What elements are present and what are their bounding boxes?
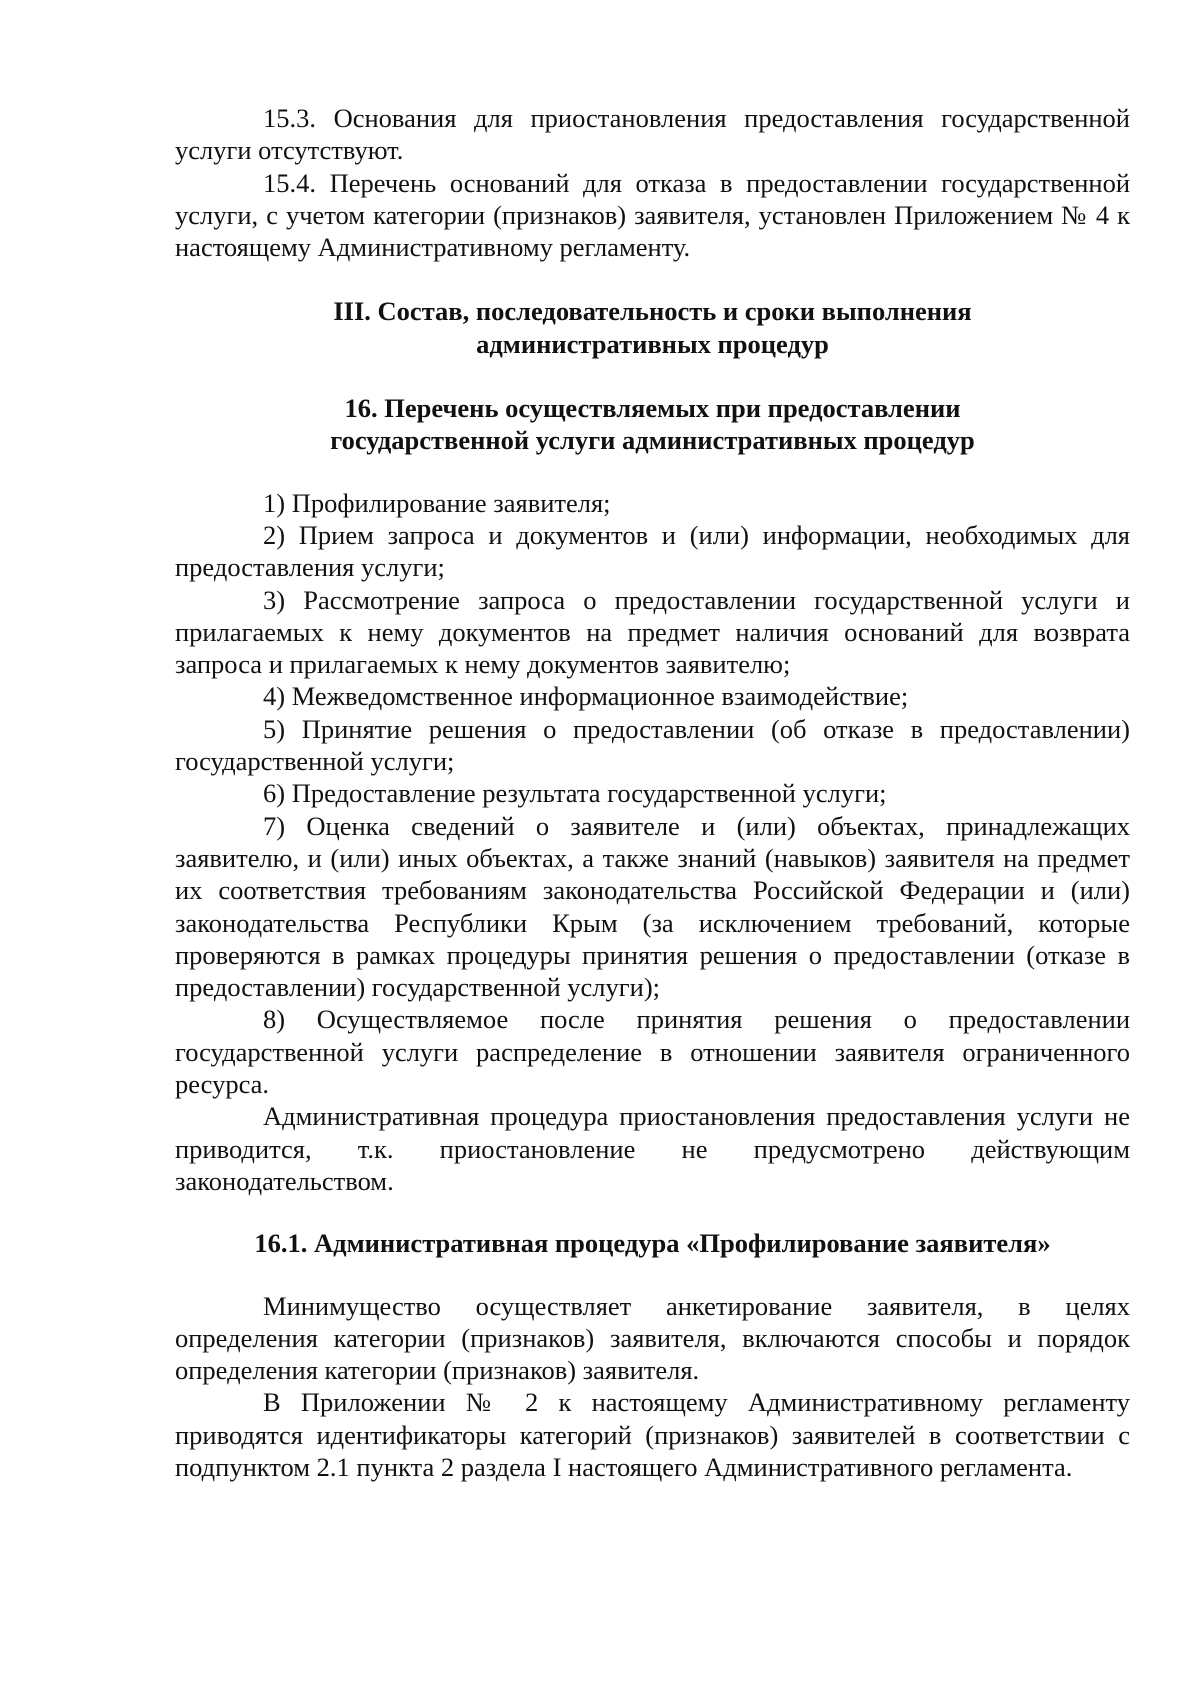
subsection-16-heading-line2: государственной услуги административных процедур xyxy=(330,425,975,456)
subsection-16-1-heading: 16.1. Административная процедура «Профилирование заявителя» xyxy=(254,1228,1051,1259)
procedure-item-3: 3) Рассмотрение запроса о предоставлении государственной услуги и прилагаемых к нему документов на предмет наличия оснований для возврата запроса и прилагаемых к нему документов заявителю; xyxy=(175,584,1130,680)
section-heading xyxy=(175,295,1130,360)
procedure-item-2: 2) Прием запроса и документов и (или) информации, необходимых для предоставления услуги; xyxy=(175,519,1130,583)
spacer xyxy=(175,457,1130,487)
section-heading-line1: III. Состав, последовательность и сроки выполнения xyxy=(333,296,972,327)
section-heading-line2: административных процедур xyxy=(476,328,829,359)
paragraph-appendix-2: В Приложении № 2 к настоящему Административному регламенту приводятся идентификаторы категорий (признаков) заявителей в соответствии с подпунктом 2.1 пункта 2 раздела I настоящего Административного регламента. xyxy=(175,1387,1130,1482)
spacer xyxy=(175,360,1130,392)
procedure-item-8: 8) Осуществляемое после принятия решения о предоставлении государственной услуги распределение в отношении заявителя ограниченного ресурса. xyxy=(175,1004,1130,1100)
subsection-16-heading xyxy=(175,392,1130,457)
paragraph-15-3: 15.3. Основания для приостановления предоставления государственной услуги отсутствуют. xyxy=(175,103,1130,166)
procedure-item-6: 6) Предоставление результата государственной услуги; xyxy=(263,778,887,809)
spacer xyxy=(175,1197,1130,1227)
procedure-item-7: 7) Оценка сведений о заявителе и (или) объектах, принадлежащих заявителю, и (или) иных объектах, а также знаний (навыков) заявителя на предмет их соответствия требованиям законодательства Российской Федерации и (или) законодательства Республики Крым (за исключением требований, которые проверяются в рамках процедуры принятия решения о предоставлении (отказе в предоставлении) государственной услуги); xyxy=(175,810,1130,1003)
paragraph-15-4: 15.4. Перечень оснований для отказа в предоставлении государственной услуги, с учетом категории (признаков) заявителя, установлен Приложением № 4 к настоящему Административному регламенту. xyxy=(175,167,1130,263)
paragraph-minimushchestvo: Минимущество осуществляет анкетирование заявителя, в целях определения категории (признаков) заявителя, включаются способы и порядок определения категории (признаков) заявителя. xyxy=(175,1290,1130,1386)
procedure-item-1: 1) Профилирование заявителя; xyxy=(263,487,611,518)
suspension-note: Административная процедура приостановления предоставления услуги не приводится, т.к. приостановление не предусмотрено действующим законодательством. xyxy=(175,1101,1130,1196)
spacer xyxy=(175,263,1130,295)
subsection-16-heading-line1: 16. Перечень осуществляемых при предоставлении xyxy=(344,393,961,424)
procedure-item-5: 5) Принятие решения о предоставлении (об отказе в предоставлении) государственной услуги; xyxy=(175,713,1130,777)
spacer xyxy=(175,1260,1130,1290)
document-page xyxy=(175,102,1130,1483)
procedure-item-4: 4) Межведомственное информационное взаимодействие; xyxy=(263,681,909,712)
